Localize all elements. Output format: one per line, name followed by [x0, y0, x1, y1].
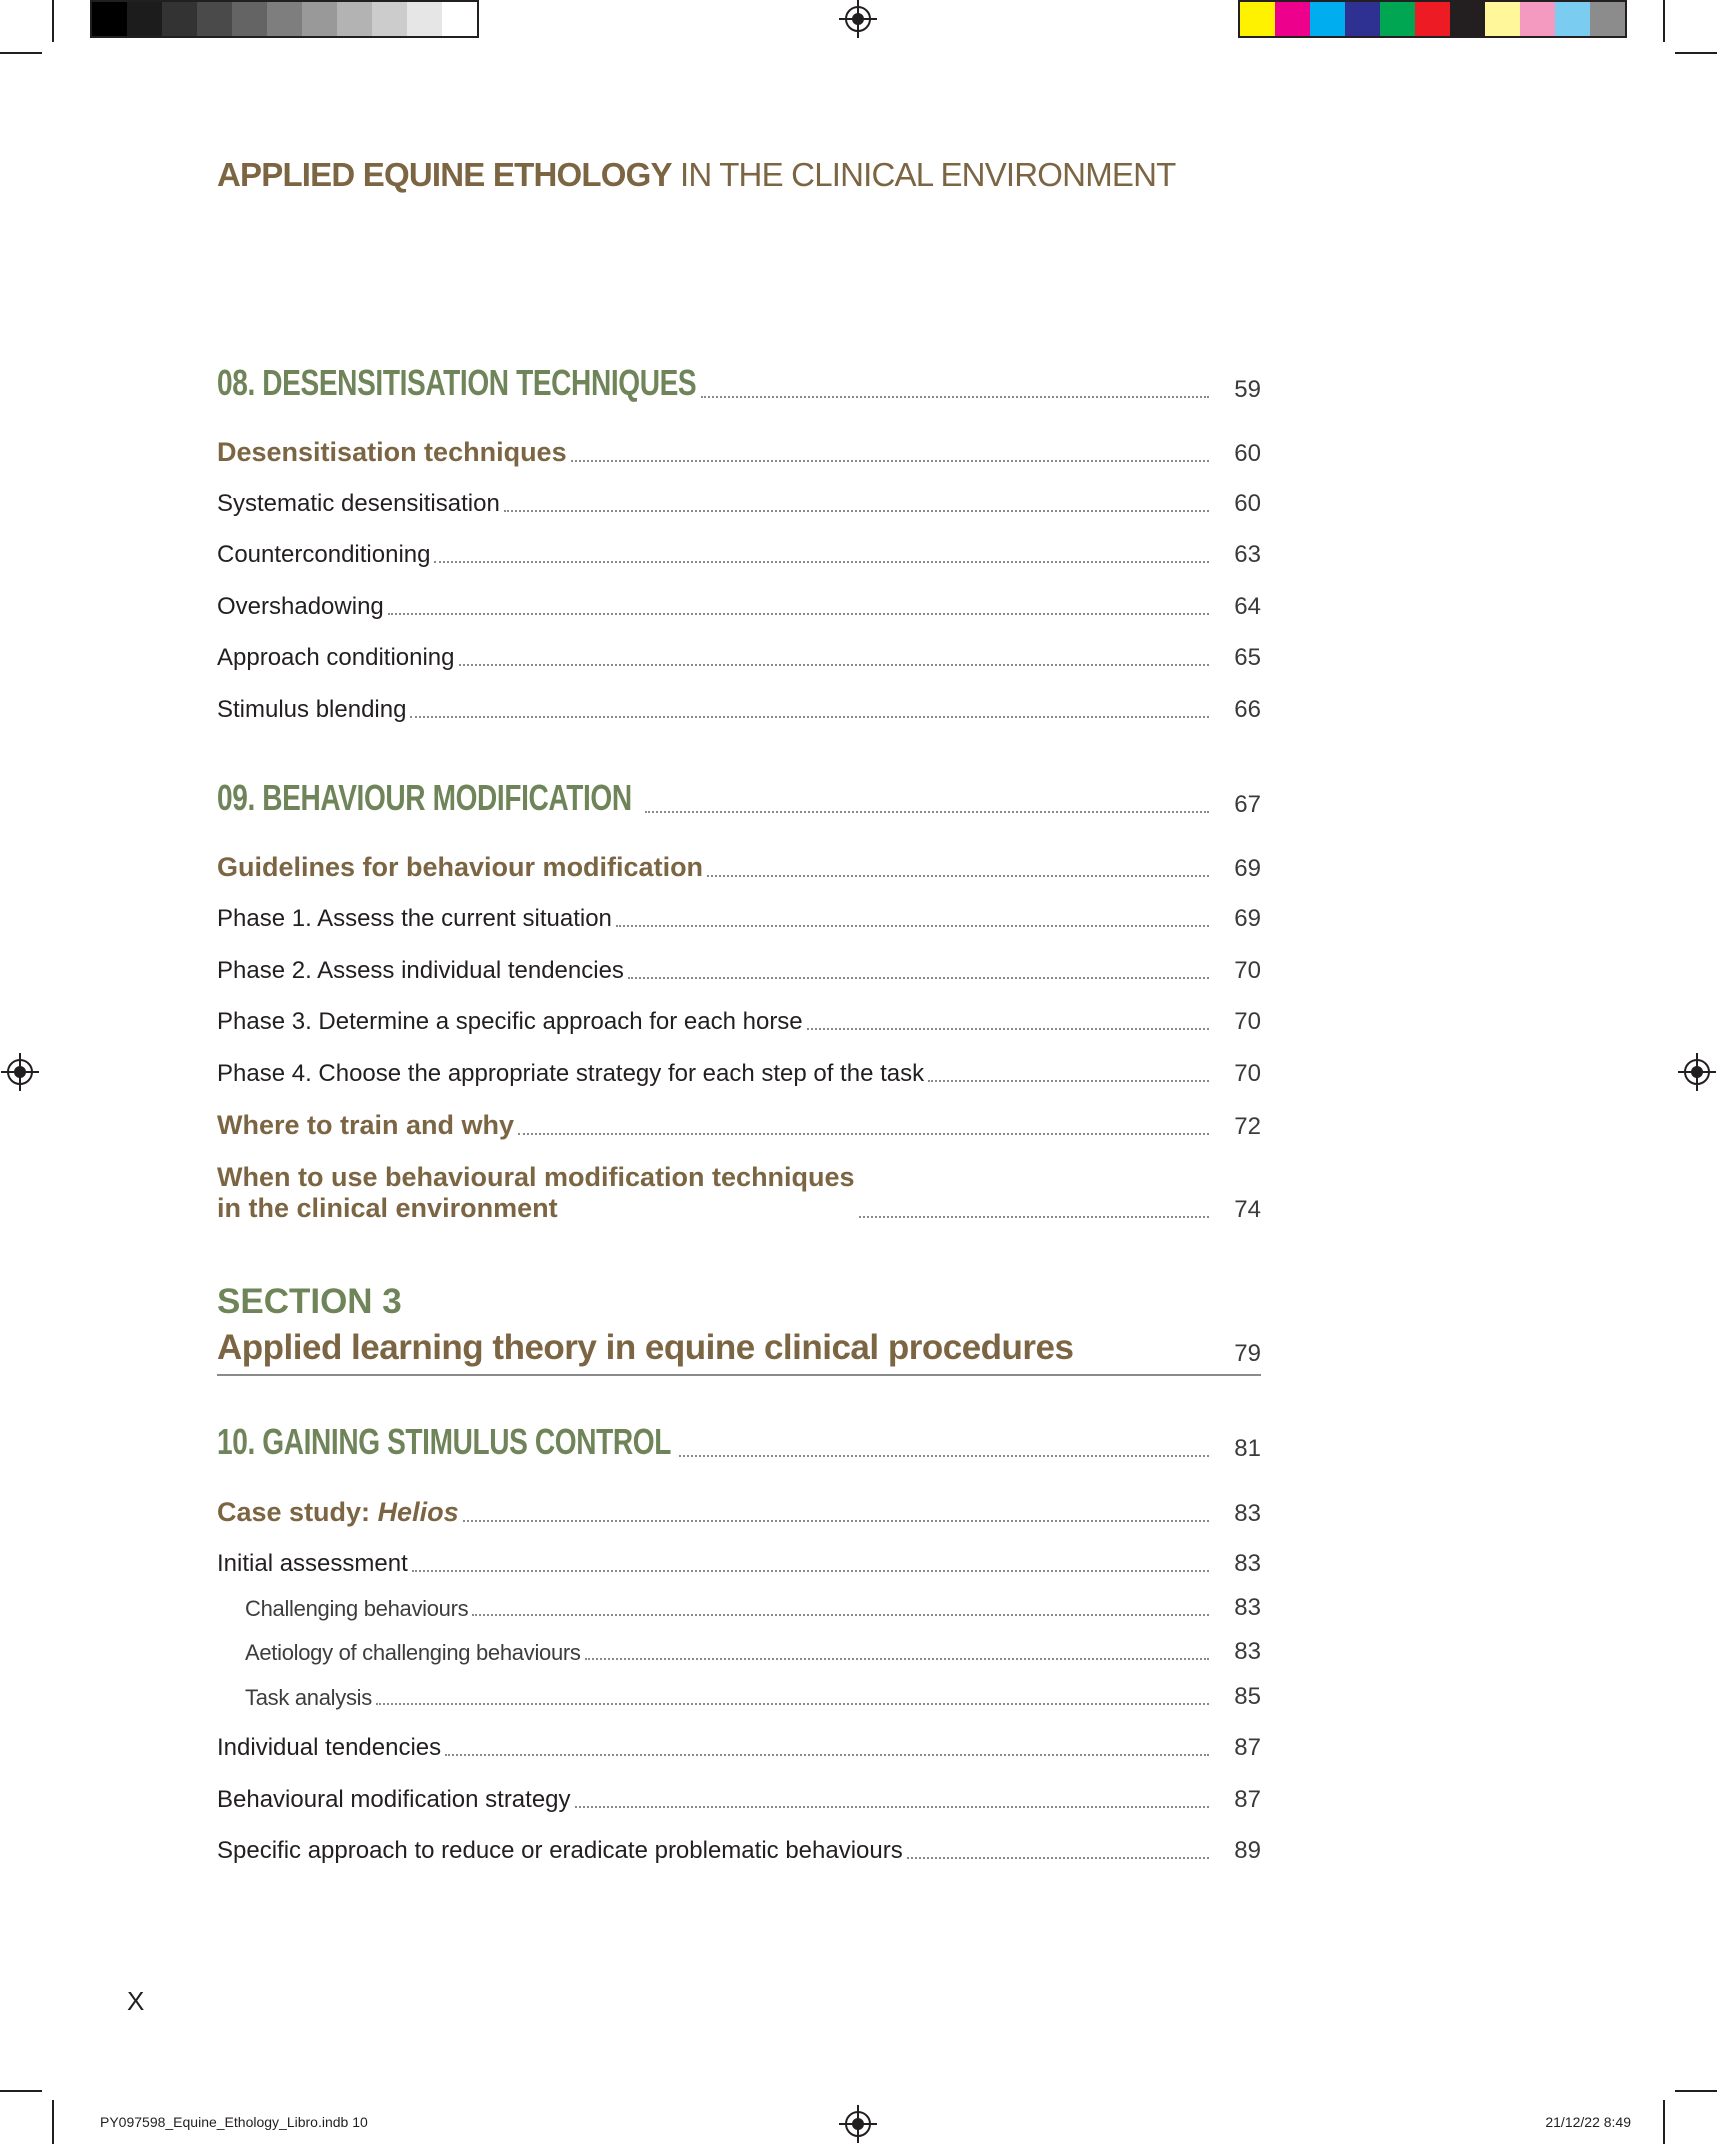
- toc-entry-modification-strategy[interactable]: [217, 1786, 1261, 1814]
- gray-swatch: [372, 2, 407, 36]
- dot-leader: [645, 811, 1209, 813]
- running-head-bold: APPLIED EQUINE ETHOLOGY: [217, 156, 672, 193]
- page-number: 89: [1234, 1837, 1261, 1864]
- case-study-name: Helios: [377, 1497, 459, 1527]
- entry-title: Phase 1. Assess the current situation: [217, 905, 612, 932]
- registration-mark-icon: [1684, 1059, 1710, 1085]
- entry-title: [217, 1162, 855, 1224]
- toc-entry-initial-assessment[interactable]: [217, 1550, 1261, 1578]
- entry-title: Initial assessment: [217, 1550, 408, 1577]
- chapter-title: 09. BEHAVIOUR MODIFICATION: [217, 777, 632, 818]
- section-label: SECTION 3: [217, 1282, 402, 1321]
- toc-entry-overshadowing[interactable]: [217, 593, 1261, 621]
- dot-leader: [412, 1570, 1209, 1572]
- dot-leader: [376, 1703, 1209, 1705]
- gray-swatch: [337, 2, 372, 36]
- grayscale-calibration-bar: [90, 0, 479, 38]
- page-number: 72: [1234, 1113, 1261, 1140]
- color-swatch: [1520, 2, 1555, 36]
- page-number: 60: [1234, 440, 1261, 467]
- toc-entry-phase-2[interactable]: [217, 957, 1261, 985]
- color-swatch: [1450, 2, 1485, 36]
- slug-filename: PY097598_Equine_Ethology_Libro.indb 10: [100, 2114, 368, 2130]
- crop-mark: [0, 52, 42, 54]
- entry-title: Guidelines for behaviour modification: [217, 852, 704, 882]
- dot-leader: [518, 1133, 1209, 1135]
- page-number: 66: [1234, 696, 1261, 723]
- dot-leader: [928, 1080, 1209, 1082]
- entry-title-line-2: in the clinical environment: [217, 1193, 558, 1223]
- page-number: 85: [1234, 1683, 1261, 1710]
- toc-entry-phase-1[interactable]: [217, 905, 1261, 933]
- toc-entry-aetiology[interactable]: [217, 1638, 1261, 1666]
- entry-title: Challenging behaviours: [245, 1596, 469, 1621]
- crop-mark: [1663, 0, 1665, 42]
- color-calibration-bar: [1238, 0, 1627, 38]
- crop-mark: [1675, 52, 1717, 54]
- entry-title: Phase 3. Determine a specific approach for each horse: [217, 1008, 803, 1035]
- dot-leader: [463, 1520, 1209, 1522]
- toc-entry-desensitisation-techniques[interactable]: [217, 437, 1261, 468]
- toc-entry-when-to-use[interactable]: [217, 1162, 1261, 1224]
- section-title: Applied learning theory in equine clinical procedures: [217, 1328, 1074, 1367]
- entry-title: Counterconditioning: [217, 541, 431, 568]
- gray-swatch: [267, 2, 302, 36]
- page-folio: X: [127, 1986, 145, 2016]
- running-head-regular: IN THE CLINICAL ENVIRONMENT: [671, 156, 1176, 193]
- dot-leader: [859, 1216, 1209, 1218]
- toc-entry-specific-approach[interactable]: [217, 1837, 1261, 1865]
- dot-leader: [707, 875, 1209, 877]
- page-number: 64: [1234, 593, 1261, 620]
- entry-title: Stimulus blending: [217, 696, 407, 723]
- page-number: 67: [1234, 791, 1261, 818]
- entry-title: Systematic desensitisation: [217, 490, 500, 517]
- entry-title: Task analysis: [245, 1685, 372, 1710]
- color-swatch: [1415, 2, 1450, 36]
- dot-leader: [616, 925, 1209, 927]
- gray-swatch: [162, 2, 197, 36]
- dot-leader: [585, 1658, 1209, 1660]
- crop-mark: [1675, 2090, 1717, 2092]
- toc-entry-counterconditioning[interactable]: [217, 541, 1261, 569]
- toc-chapter-09[interactable]: [217, 777, 1261, 819]
- dot-leader: [575, 1806, 1209, 1808]
- page-number: 59: [1234, 376, 1261, 403]
- page-number: 83: [1234, 1594, 1261, 1621]
- dot-leader: [459, 664, 1209, 666]
- page-number: 69: [1234, 905, 1261, 932]
- color-swatch: [1485, 2, 1520, 36]
- toc-entry-phase-3[interactable]: [217, 1008, 1261, 1036]
- dot-leader: [571, 460, 1209, 462]
- gray-swatch: [232, 2, 267, 36]
- toc-entry-case-study[interactable]: [217, 1497, 1261, 1528]
- page-number: 83: [1234, 1638, 1261, 1665]
- page-number: 69: [1234, 855, 1261, 882]
- color-swatch: [1555, 2, 1590, 36]
- toc-entry-task-analysis[interactable]: [217, 1683, 1261, 1711]
- entry-title: Phase 2. Assess individual tendencies: [217, 957, 624, 984]
- dot-leader: [388, 613, 1209, 615]
- gray-swatch: [302, 2, 337, 36]
- section-3-heading[interactable]: [217, 1282, 1261, 1376]
- dot-leader: [679, 1455, 1209, 1457]
- entry-title: Overshadowing: [217, 593, 384, 620]
- color-swatch: [1275, 2, 1310, 36]
- entry-title: Individual tendencies: [217, 1734, 442, 1761]
- registration-mark-icon: [845, 6, 871, 32]
- dot-leader: [701, 396, 1209, 398]
- entry-title: Aetiology of challenging behaviours: [245, 1640, 581, 1665]
- chapter-title: 08. DESENSITISATION TECHNIQUES: [217, 362, 697, 403]
- entry-title-line-1: When to use behavioural modification techniques: [217, 1162, 855, 1192]
- page-number: 63: [1234, 541, 1261, 568]
- crop-mark: [52, 2100, 54, 2144]
- gray-swatch: [407, 2, 442, 36]
- toc-entry-phase-4[interactable]: [217, 1060, 1261, 1088]
- page-number: 83: [1234, 1500, 1261, 1527]
- toc-entry-stimulus-blending[interactable]: [217, 696, 1261, 724]
- crop-mark: [0, 2090, 42, 2092]
- gray-swatch: [197, 2, 232, 36]
- dot-leader: [445, 1754, 1209, 1756]
- dot-leader: [472, 1614, 1209, 1616]
- crop-mark: [1663, 2100, 1665, 2144]
- gray-swatch: [92, 2, 127, 36]
- page-number: 70: [1234, 1008, 1261, 1035]
- entry-title: Desensitisation techniques: [217, 437, 567, 467]
- page-number: 79: [1234, 1340, 1261, 1367]
- page-number: 70: [1234, 1060, 1261, 1087]
- case-study-prefix: Case study:: [217, 1497, 378, 1527]
- slug-timestamp: 21/12/22 8:49: [1545, 2114, 1631, 2130]
- dot-leader: [410, 716, 1209, 718]
- registration-mark-icon: [845, 2111, 871, 2137]
- toc-chapter-08[interactable]: [217, 362, 1261, 404]
- registration-mark-icon: [7, 1059, 33, 1085]
- toc-entry-approach-conditioning[interactable]: [217, 644, 1261, 672]
- entry-title: Specific approach to reduce or eradicate problematic behaviours: [217, 1837, 903, 1864]
- toc-entry-systematic-desensitisation[interactable]: [217, 490, 1261, 518]
- entry-title: Where to train and why: [217, 1110, 515, 1140]
- entry-title: [217, 1497, 459, 1528]
- dot-leader: [907, 1857, 1209, 1859]
- dot-leader: [628, 977, 1209, 979]
- color-swatch: [1345, 2, 1380, 36]
- toc-entry-individual-tendencies[interactable]: [217, 1734, 1261, 1762]
- page-number: 83: [1234, 1550, 1261, 1577]
- toc-entry-guidelines[interactable]: [217, 852, 1261, 883]
- running-head: [217, 156, 1176, 194]
- page-number: 70: [1234, 957, 1261, 984]
- page-number: 81: [1234, 1435, 1261, 1462]
- page-number: 60: [1234, 490, 1261, 517]
- color-swatch: [1590, 2, 1625, 36]
- toc-entry-challenging-behaviours[interactable]: [217, 1594, 1261, 1622]
- dot-leader: [504, 510, 1209, 512]
- page-number: 74: [1234, 1196, 1261, 1223]
- color-swatch: [1240, 2, 1275, 36]
- toc-chapter-10[interactable]: [217, 1421, 1261, 1463]
- page-number: 65: [1234, 644, 1261, 671]
- color-swatch: [1310, 2, 1345, 36]
- gray-swatch: [442, 2, 477, 36]
- entry-title: Phase 4. Choose the appropriate strategy for each step of the task: [217, 1060, 925, 1087]
- dot-leader: [807, 1028, 1209, 1030]
- entry-title: Approach conditioning: [217, 644, 455, 671]
- page-number: 87: [1234, 1734, 1261, 1761]
- dot-leader: [434, 561, 1209, 563]
- chapter-title: 10. GAINING STIMULUS CONTROL: [217, 1421, 671, 1462]
- page-number: 87: [1234, 1786, 1261, 1813]
- gray-swatch: [127, 2, 162, 36]
- crop-mark: [52, 0, 54, 42]
- entry-title: Behavioural modification strategy: [217, 1786, 571, 1813]
- color-swatch: [1380, 2, 1415, 36]
- toc-entry-where-to-train[interactable]: [217, 1110, 1261, 1141]
